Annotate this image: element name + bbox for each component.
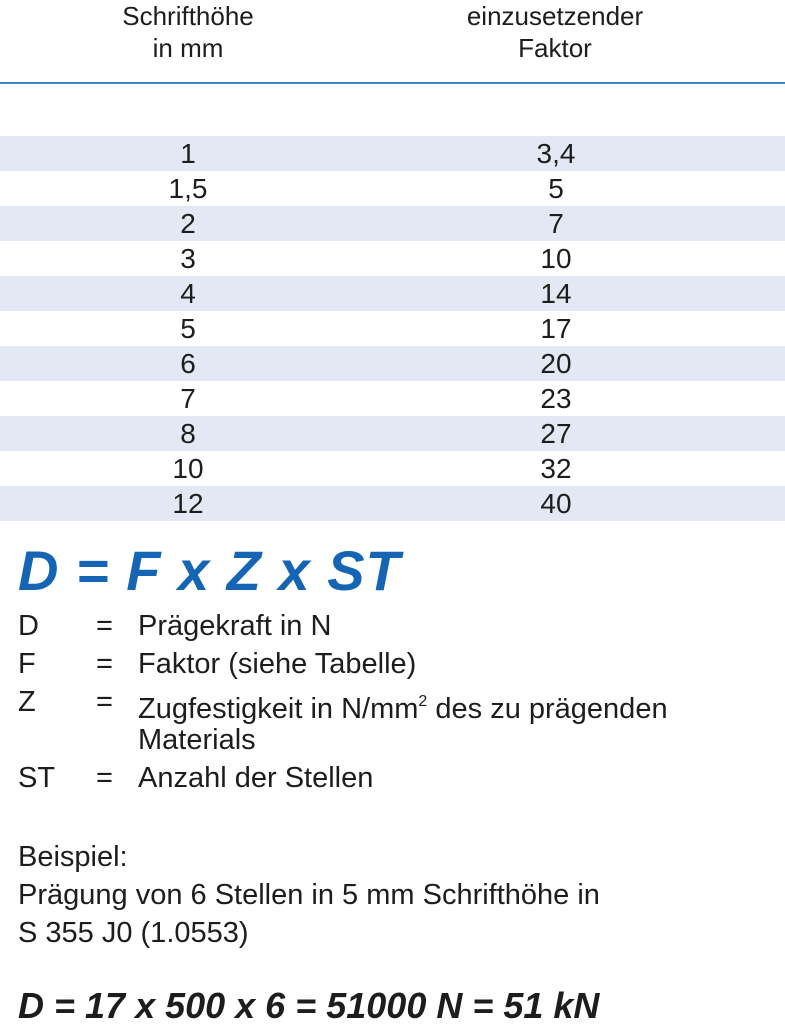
cell-factor: 20	[540, 348, 572, 379]
definition-text: Anzahl der Stellen	[138, 762, 374, 794]
definition-text: Materials	[138, 724, 256, 756]
cell-factor: 23	[540, 383, 572, 414]
table-row	[0, 381, 785, 416]
definition-equals: =	[96, 648, 113, 680]
table-row	[0, 486, 785, 521]
definition-text	[138, 684, 668, 727]
definition-symbol: D	[18, 610, 39, 642]
table-row	[0, 276, 785, 311]
table-header-factor	[430, 0, 680, 64]
superscript-two: 2	[418, 693, 428, 710]
cell-height: 5	[180, 313, 196, 344]
example-line-1: Prägung von 6 Stellen in 5 mm Schrifthöhe in	[18, 879, 600, 911]
cell-height: 2	[180, 208, 196, 239]
cell-height: 1,5	[168, 173, 208, 204]
cell-height: 8	[180, 418, 196, 449]
table-row	[0, 136, 785, 171]
definition-symbol: ST	[18, 762, 56, 794]
table-row	[0, 416, 785, 451]
cell-factor: 27	[540, 418, 572, 449]
example-line-2: S 355 J0 (1.0553)	[18, 917, 249, 949]
table-row	[0, 241, 785, 276]
cell-factor: 5	[548, 173, 564, 204]
table-row	[0, 451, 785, 486]
cell-factor: 3,4	[536, 138, 576, 169]
cell-factor: 10	[540, 243, 572, 274]
table-row	[0, 206, 785, 241]
example-label: Beispiel:	[18, 841, 128, 873]
force-formula: D = F x Z x ST	[18, 539, 401, 602]
header-factor-line2: Faktor	[518, 33, 592, 63]
example-result: D = 17 x 500 x 6 = 51000 N = 51 kN	[18, 985, 600, 1026]
cell-factor: 7	[548, 208, 564, 239]
header-height-line2: in mm	[152, 33, 224, 63]
cell-height: 10	[172, 453, 204, 484]
cell-factor: 17	[540, 313, 572, 344]
definition-text: Faktor (siehe Tabelle)	[138, 648, 417, 680]
definition-symbol: F	[18, 648, 36, 680]
cell-height: 3	[180, 243, 196, 274]
table-row	[0, 171, 785, 206]
definition-text-part: des zu prägenden	[427, 693, 668, 725]
cell-height: 4	[180, 278, 196, 309]
cell-factor: 40	[540, 488, 572, 519]
header-height-line1: Schrifthöhe	[122, 1, 254, 31]
definition-text: Prägekraft in N	[138, 610, 332, 642]
table-row	[0, 311, 785, 346]
table-header-height	[88, 0, 288, 64]
cell-height: 6	[180, 348, 196, 379]
definition-text-part: Zugfestigkeit in N/mm	[138, 693, 419, 725]
cell-factor: 14	[540, 278, 572, 309]
definition-equals: =	[96, 610, 113, 642]
cell-height: 1	[180, 138, 196, 169]
header-divider	[0, 82, 785, 84]
header-factor-line1: einzusetzender	[466, 1, 644, 31]
table-row	[0, 346, 785, 381]
definition-equals: =	[96, 686, 113, 718]
definition-equals: =	[96, 762, 113, 794]
cell-height: 7	[180, 383, 196, 414]
cell-height: 12	[172, 488, 204, 519]
cell-factor: 32	[540, 453, 572, 484]
definition-symbol: Z	[18, 686, 36, 718]
